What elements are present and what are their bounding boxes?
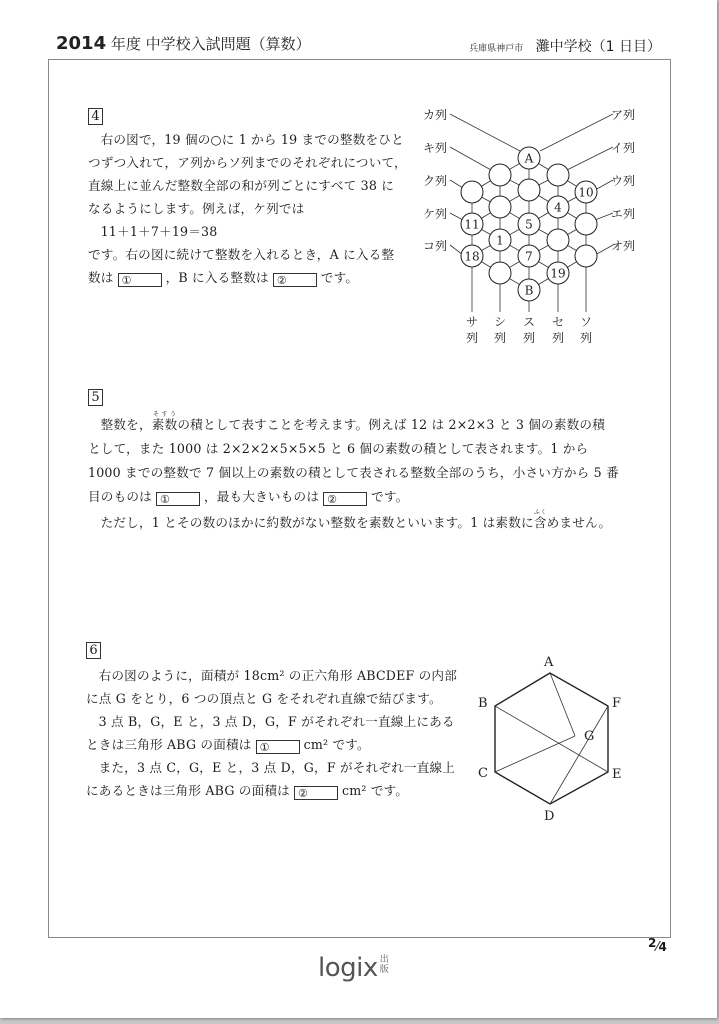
question-5-number: 5 — [88, 389, 103, 406]
q6-text: cm² です。 — [341, 783, 409, 798]
question-6-number: 6 — [86, 642, 101, 659]
label-retsu: 列 — [552, 331, 565, 345]
label-retsu: 列 — [466, 331, 479, 345]
q5-line — [88, 485, 648, 509]
grid-cell — [518, 179, 540, 201]
segment-df — [550, 706, 608, 804]
vertex-b-label: B — [478, 696, 488, 711]
label-retsu: 列 — [580, 331, 593, 345]
label-shi: シ — [494, 315, 507, 329]
q6-text: cm² です。 — [303, 737, 370, 752]
q4-text: ，B に入る整数は — [165, 270, 269, 285]
grid-cell-value: B — [524, 283, 534, 298]
q5-line: として，また 1000 は 2×2×2×5×5×5 と 6 個の素数の積として表されます。1 から — [88, 441, 589, 456]
grid-cell-value: 10 — [578, 185, 594, 200]
label-ki: キ列 — [423, 141, 448, 155]
grid-cell — [575, 213, 597, 235]
q5-text: 整数を， — [100, 417, 152, 432]
ruby-fuku — [533, 509, 547, 530]
page-slash: ⁄ — [656, 940, 659, 955]
vertex-a-label: A — [544, 655, 554, 670]
grid-cell-value: 7 — [525, 249, 533, 264]
q5-text: めません。 — [546, 515, 612, 530]
q6-line: また，3 点 C，G，E と，3 点 D，G，F がそれぞれ一直線上 — [98, 760, 456, 775]
question-4-number: 4 — [88, 108, 103, 125]
question-4-text — [88, 128, 418, 289]
page-number — [648, 936, 667, 955]
ruby-base: 含 — [533, 515, 547, 530]
answer-box-1[interactable]: ① — [256, 740, 300, 754]
ruby-base: 素数 — [151, 417, 178, 432]
question-6-text — [86, 664, 476, 802]
exam-title — [56, 33, 311, 54]
answer-box-1[interactable]: ① — [118, 273, 162, 287]
school-name — [469, 36, 661, 56]
q5-note — [88, 509, 648, 535]
q4-line: つずつ入れて，ア列からソ列までのそれぞれについて， — [88, 155, 407, 170]
label-retsu: 列 — [494, 331, 507, 345]
q6-text: にあるときは三角形 ABG の面積は — [86, 783, 290, 798]
q4-line: 直線上に並んだ整数全部の和が列ごとにすべて 38 に — [88, 178, 395, 193]
exam-year: 2014 — [56, 33, 107, 54]
grid-cell-value: A — [524, 151, 534, 166]
grid-cell-value: 1 — [496, 233, 504, 248]
grid-cell-value: 19 — [550, 266, 566, 281]
page-current: 2 — [648, 936, 657, 950]
point-g-label: G — [584, 729, 595, 744]
q5-line — [88, 411, 648, 437]
grid-cell-value: 18 — [464, 249, 480, 264]
label-o: オ列 — [611, 239, 636, 253]
ruby-text: ふく — [533, 509, 547, 516]
q5-line: 1000 までの整数で 7 個以上の素数の積として表される整数全部のうち，小さい方から 5 番 — [88, 465, 619, 480]
q4-line — [88, 266, 418, 289]
answer-box-2[interactable]: ② — [294, 786, 338, 800]
q6-line — [86, 733, 476, 756]
q6-line: に点 G をとり，6 つの頂点と G をそれぞれ直線で結びます。 — [86, 691, 442, 706]
grid-cell — [489, 164, 511, 186]
q4-equation: 11＋1＋7＋19＝38 — [100, 224, 218, 239]
grid-cell — [489, 196, 511, 218]
grid-cell — [547, 164, 569, 186]
q4-line: 右の図で，19 個の○に 1 から 19 までの整数をひと — [100, 132, 404, 147]
q4-text: 数は — [88, 270, 114, 285]
vertex-c-label: C — [478, 766, 488, 781]
publisher-logo — [318, 953, 390, 983]
label-ke: ケ列 — [423, 207, 448, 221]
question-5-text — [88, 411, 648, 535]
label-ku: ク列 — [423, 174, 448, 188]
label-ka: カ列 — [423, 108, 448, 122]
label-ko: コ列 — [423, 239, 448, 253]
grid-cell — [489, 262, 511, 284]
grid-cell-value: 11 — [464, 217, 480, 232]
label-su: ス — [523, 315, 536, 329]
q6-line: 右の図のように，面積が 18cm² の正六角形 ABCDEF の内部 — [98, 668, 458, 683]
label-sa: サ — [466, 315, 479, 329]
logo-sub: 出版 — [379, 955, 389, 975]
logo-text: logix — [318, 953, 378, 983]
q6-text: ときは三角形 ABG の面積は — [86, 737, 252, 752]
q4-line: です。右の図に続けて整数を入れるとき，A に入る整 — [88, 247, 395, 262]
vertex-d-label: D — [544, 809, 555, 824]
answer-box-2[interactable]: ② — [273, 273, 317, 287]
school-label: 灘中学校（1 日目） — [535, 39, 661, 55]
ruby-text: そすう — [151, 411, 178, 418]
q5-text: ，最も大きいものは — [203, 489, 320, 504]
hexagon-diagram — [470, 650, 640, 825]
label-u: ウ列 — [611, 174, 636, 188]
segment-ag — [550, 673, 575, 736]
q6-line: 3 点 B，G，E と，3 点 D，G，F がそれぞれ一直線上にある — [98, 714, 455, 729]
hex-grid-diagram — [415, 100, 645, 350]
grid-cell — [547, 229, 569, 251]
exam-title-text: 年度 中学校入試問題（算数） — [110, 35, 311, 53]
answer-box-1[interactable]: ① — [156, 492, 200, 506]
grid-cell — [575, 245, 597, 267]
label-se: セ — [552, 315, 565, 329]
vertex-e-label: E — [612, 767, 622, 782]
label-i: イ列 — [611, 141, 636, 155]
label-retsu: 列 — [523, 331, 536, 345]
grid-cell-value: 4 — [554, 200, 562, 215]
vertex-f-label: F — [612, 696, 622, 711]
grid-cell — [461, 181, 483, 203]
grid-cell-value: 5 — [525, 217, 533, 232]
label-e: エ列 — [611, 207, 636, 221]
answer-box-2[interactable]: ② — [323, 492, 367, 506]
prefecture-label: 兵庫県神戸市 — [469, 44, 524, 54]
q5-text: 目のものは — [88, 489, 152, 504]
q5-text: ただし，1 とその数のほかに約数がない整数を素数といいます。1 は素数に — [100, 515, 534, 530]
q4-line: なるようにします。例えば，ケ列では — [88, 201, 305, 216]
label-so: ソ — [580, 315, 593, 329]
page-total: 4 — [658, 940, 667, 954]
q5-text: の積として表すことを考えます。例えば 12 は 2×2×3 と 3 個の素数の積 — [177, 417, 606, 432]
segment-cg — [495, 736, 575, 772]
q6-line — [86, 779, 476, 802]
label-a: ア列 — [611, 108, 636, 122]
q5-text: です。 — [371, 489, 409, 504]
q4-text: です。 — [320, 270, 359, 285]
ruby-sosuu — [151, 411, 178, 432]
